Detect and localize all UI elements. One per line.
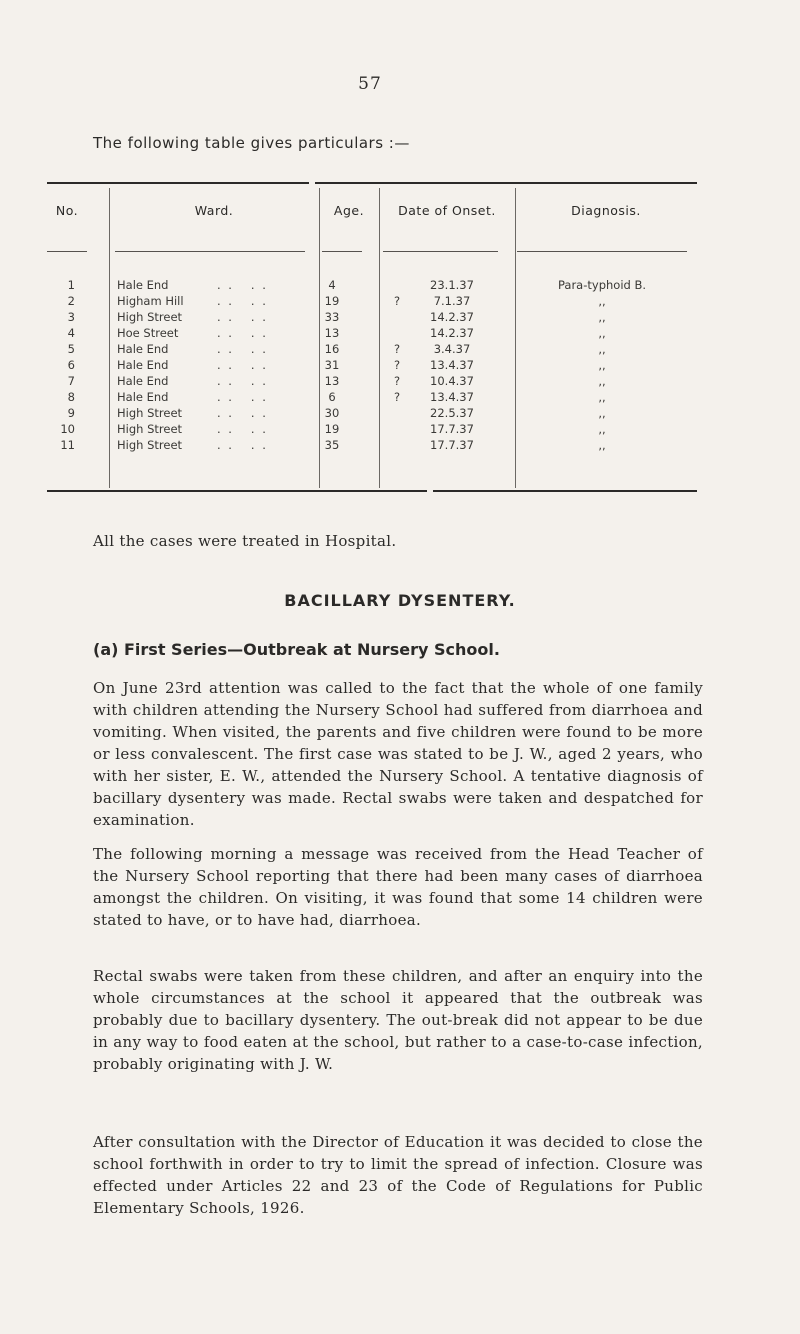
cell-onset-date: 17.7.37 (430, 438, 474, 452)
cell-age: 19 (324, 422, 340, 436)
cell-diagnosis: ,, (598, 358, 606, 372)
table-row (47, 294, 697, 309)
cell-ward: Hale End (117, 342, 169, 356)
cell-diagnosis: ,, (598, 294, 606, 308)
table-top-rule-right (315, 182, 697, 184)
cases-table (47, 182, 697, 492)
cell-uncertain-mark: ? (394, 358, 401, 372)
cell-no: 8 (67, 390, 75, 404)
cell-no: 5 (67, 342, 75, 356)
table-row (47, 310, 697, 325)
cell-diagnosis: ,, (598, 342, 606, 356)
table-row (47, 374, 697, 389)
cell-no: 1 (67, 278, 75, 292)
cell-no: 4 (67, 326, 75, 340)
cell-leader-dots: . . . . (217, 406, 268, 420)
cell-ward: High Street (117, 438, 183, 452)
table-row (47, 358, 697, 373)
hospital-note: All the cases were treated in Hospital. (93, 532, 397, 550)
table-row (47, 438, 697, 453)
paragraph-3: Rectal swabs were taken from these children, and after an enquiry into the whole circumstances at the school it appeared that the outbreak was probably due to bacillary dysentery. The out-break did not appear to be due in any way to food eaten at the school, but rather to a case-to-case infection, probably originating with J. W. (93, 967, 703, 1073)
cell-age: 13 (324, 326, 340, 340)
cell-leader-dots: . . . . (217, 358, 268, 372)
cell-ward: High Street (117, 422, 183, 436)
table-bottom-rule-right (433, 490, 697, 492)
cell-ward: High Street (117, 310, 183, 324)
cell-onset-date: 10.4.37 (430, 374, 474, 388)
cell-no: 9 (67, 406, 75, 420)
cell-onset-date: 13.4.37 (430, 390, 474, 404)
cell-age: 4 (328, 278, 336, 292)
paragraph-4: After consultation with the Director of Education it was decided to close the school forthwith in order to try to limit the spread of infection. Closure was effected under Articles 22 and 23 of the Code of Regulations for Public Elementary Schools, 1926. (93, 1133, 703, 1217)
cell-onset-date: 7.1.37 (433, 294, 471, 308)
table-row (47, 342, 697, 357)
cell-leader-dots: . . . . (217, 326, 268, 340)
cell-no: 7 (67, 374, 75, 388)
cell-diagnosis: ,, (598, 374, 606, 388)
cell-ward: Higham Hill (117, 294, 184, 308)
header-rule-diagnosis (517, 251, 687, 252)
cell-age: 16 (324, 342, 340, 356)
header-age: Age. (333, 203, 365, 218)
cell-leader-dots: . . . . (217, 342, 268, 356)
cell-leader-dots: . . . . (217, 422, 268, 436)
cell-onset-date: 17.7.37 (430, 422, 474, 436)
cell-age: 6 (328, 390, 336, 404)
cell-ward: Hale End (117, 390, 169, 404)
header-diagnosis: Diagnosis. (571, 203, 641, 218)
cell-leader-dots: . . . . (217, 310, 268, 324)
cell-ward: Hale End (117, 278, 169, 292)
cell-ward: Hale End (117, 358, 169, 372)
header-onset: Date of Onset. (398, 203, 496, 218)
table-intro: The following table gives particulars :— (93, 134, 410, 152)
cell-ward: Hale End (117, 374, 169, 388)
cell-onset-date: 22.5.37 (430, 406, 474, 420)
cell-leader-dots: . . . . (217, 390, 268, 404)
cell-leader-dots: . . . . (217, 438, 268, 452)
paragraph-1: On June 23rd attention was called to the fact that the whole of one family with children attending the Nursery School had suffered from diarrhoea and vomiting. When visited, the parents and five children were found to be more or less convalescent. The first case was stated to be J. W., aged 2 years, who with her sister, E. W., attended the Nursery School. A tentative diagnosis of bacillary dysentery was made. Rectal swabs were taken and despatched for examination. (93, 679, 703, 829)
cell-onset-date: 13.4.37 (430, 358, 474, 372)
section-heading: BACILLARY DYSENTERY. (284, 591, 516, 610)
table-row (47, 326, 697, 341)
cell-age: 13 (324, 374, 340, 388)
cell-diagnosis: Para-typhoid B. (557, 278, 647, 292)
cell-diagnosis: ,, (598, 326, 606, 340)
table-row (47, 278, 697, 293)
header-no: No. (55, 203, 79, 218)
cell-age: 33 (324, 310, 340, 324)
cell-age: 31 (324, 358, 340, 372)
cell-onset-date: 14.2.37 (430, 326, 474, 340)
cell-diagnosis: ,, (598, 406, 606, 420)
cell-no: 3 (67, 310, 75, 324)
page-number: 57 (358, 74, 382, 94)
cell-age: 35 (324, 438, 340, 452)
cell-diagnosis: ,, (598, 438, 606, 452)
section-subheading: (a) First Series—Outbreak at Nursery School. (93, 640, 500, 659)
cell-onset-date: 3.4.37 (433, 342, 471, 356)
cell-diagnosis: ,, (598, 310, 606, 324)
table-row (47, 406, 697, 421)
cell-no: 11 (60, 438, 75, 452)
cell-leader-dots: . . . . (217, 278, 268, 292)
header-rule-no (47, 251, 87, 252)
header-rule-onset (383, 251, 498, 252)
table-row (47, 390, 697, 405)
cell-age: 19 (324, 294, 340, 308)
cell-no: 6 (67, 358, 75, 372)
cell-diagnosis: ,, (598, 390, 606, 404)
table-top-rule-left (47, 182, 309, 184)
header-ward: Ward. (194, 203, 234, 218)
cell-diagnosis: ,, (598, 422, 606, 436)
cell-leader-dots: . . . . (217, 374, 268, 388)
cell-ward: Hoe Street (117, 326, 179, 340)
cell-uncertain-mark: ? (394, 374, 401, 388)
paragraph-2: The following morning a message was received from the Head Teacher of the Nursery School reporting that there had been many cases of diarrhoea amongst the children. On visiting, it was found that some 14 children were stated to have, or to have had, diarrhoea. (93, 845, 703, 929)
cell-leader-dots: . . . . (217, 294, 268, 308)
cell-age: 30 (324, 406, 340, 420)
cell-ward: High Street (117, 406, 183, 420)
cell-uncertain-mark: ? (394, 342, 401, 356)
cell-no: 2 (67, 294, 75, 308)
cell-uncertain-mark: ? (394, 294, 401, 308)
header-rule-ward (115, 251, 305, 252)
cell-onset-date: 23.1.37 (430, 278, 474, 292)
cell-onset-date: 14.2.37 (430, 310, 474, 324)
cell-no: 10 (60, 422, 75, 436)
table-row (47, 422, 697, 437)
header-rule-age (322, 251, 362, 252)
cell-uncertain-mark: ? (394, 390, 401, 404)
table-bottom-rule-left (47, 490, 427, 492)
